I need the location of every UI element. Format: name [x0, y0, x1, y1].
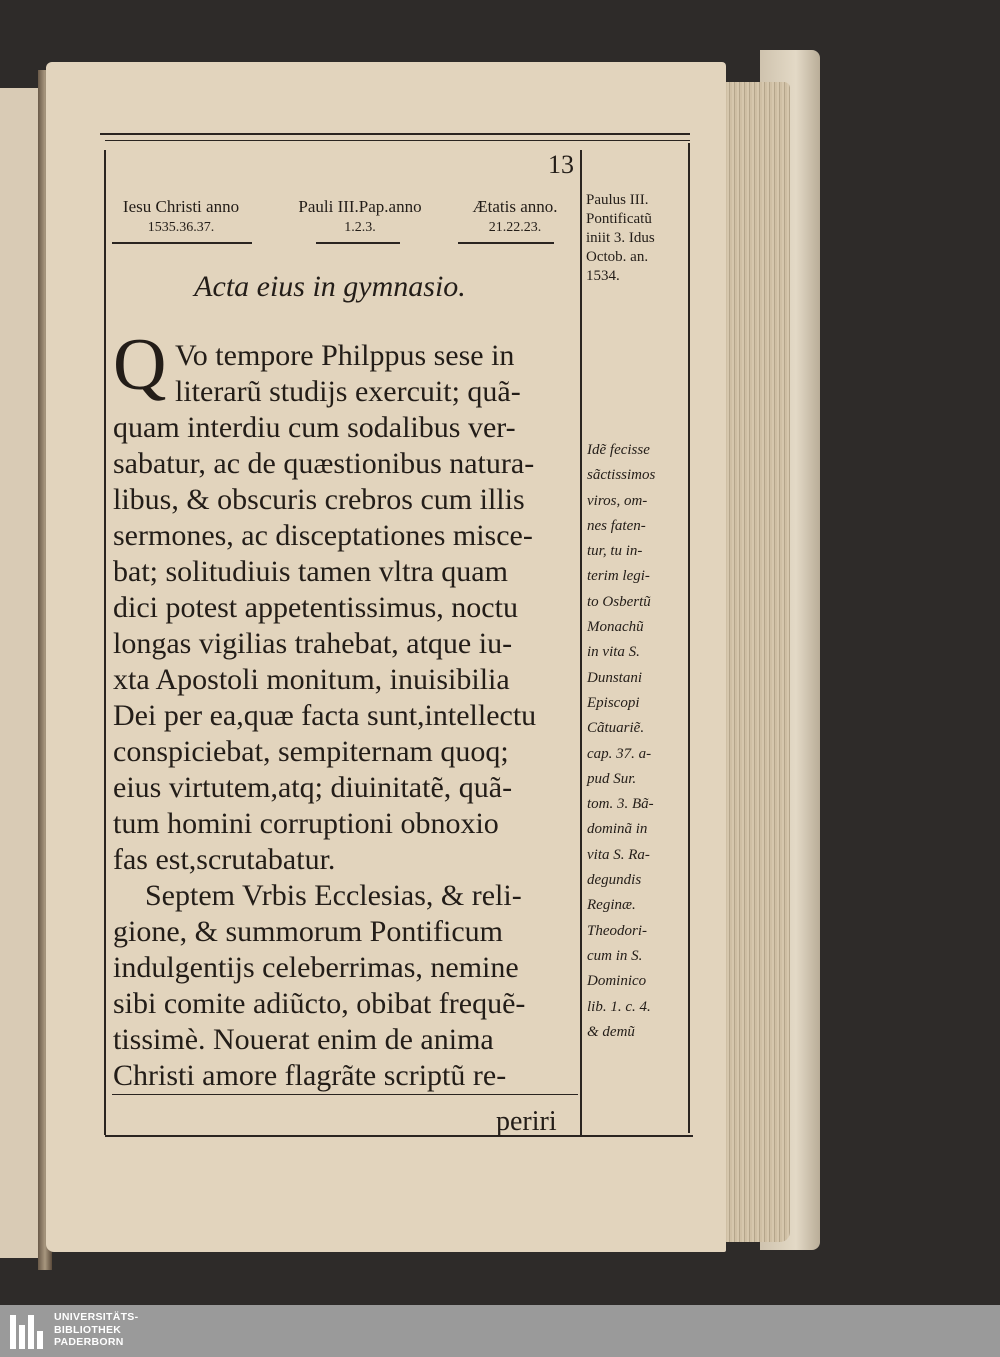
body-line: dici potest appetentissimus, noctu — [113, 591, 518, 624]
frame-rule-right — [688, 143, 690, 1133]
body-line: Septem Vrbis Ecclesias, & reli- — [145, 879, 522, 912]
margin-note-line: in vita S. — [587, 644, 640, 661]
body-line: eius virtutem,atq; diuinitatẽ, quã- — [113, 771, 513, 804]
catchword: periri — [496, 1106, 557, 1137]
body-line: tum homini corruptioni obnoxio — [113, 807, 499, 840]
running-head-pope-label: Pauli III.Pap.anno — [298, 197, 422, 216]
running-head-christi — [105, 196, 257, 238]
margin-note-line: viros, om- — [587, 492, 648, 509]
margin-note-line: dominã in — [587, 821, 648, 838]
margin-note-line: Idẽ fecisse — [587, 442, 650, 458]
running-head-rule-3 — [458, 242, 554, 244]
body-line: tissimè. Nouerat enim de anima — [113, 1023, 494, 1056]
library-name-line: PADERBORN — [54, 1336, 124, 1348]
body-line: sermones, ac disceptationes misce- — [113, 519, 533, 552]
body-line: xta Apostoli monitum, inuisibilia — [113, 663, 510, 696]
margin-note-line: Octob. an. — [586, 249, 649, 265]
margin-note-line: tur, tu in- — [587, 543, 643, 560]
frame-rule-top-inner — [105, 140, 690, 141]
margin-note-line: Paulus III. — [586, 192, 649, 208]
margin-note-line: to Osbertũ — [587, 593, 651, 610]
margin-note-line: nes faten- — [587, 517, 646, 534]
margin-note-line: lib. 1. c. 4. — [587, 998, 651, 1015]
margin-note-line: & demũ — [587, 1023, 635, 1040]
body-line: bat; solitudiuis tamen vltra quam — [113, 555, 508, 588]
margin-note-line: 1534. — [586, 268, 620, 284]
margin-note-line: Monachũ — [587, 619, 644, 636]
body-line: fas est,scrutabatur. — [113, 843, 336, 876]
body-line: Dei per ea,quæ facta sunt,intellectu — [113, 699, 537, 732]
margin-note-line: cum in S. — [587, 947, 643, 964]
library-name-line: BIBLIOTHEK — [54, 1323, 122, 1336]
running-head-christi-label: Iesu Christi anno — [122, 197, 240, 216]
margin-note-line: cap. 37. a- — [587, 745, 652, 762]
margin-note-line: vita S. Ra- — [587, 846, 650, 863]
margin-note-line: Dunstani — [587, 669, 643, 686]
margin-note-line: Dominico — [587, 973, 647, 990]
margin-note-line: Episcopi — [587, 694, 640, 711]
library-name-line: UNIVERSITÄTS- — [54, 1311, 139, 1323]
body-line: quam interdiu cum sodalibus ver- — [113, 411, 516, 444]
text-block-rule — [112, 1094, 578, 1095]
frame-rule-margin — [580, 150, 582, 1135]
margin-note-line: pud Sur. — [587, 770, 637, 787]
body-line: indulgentijs celeberrimas, nemine — [113, 951, 519, 984]
margin-note-line: degundis — [587, 872, 642, 889]
body-line: literarũ studijs exercuit; quã- — [175, 375, 521, 408]
body-line: libus, & obscuris crebros cum illis — [113, 483, 525, 516]
body-line: Christi amore flagrãte scriptũ re- — [113, 1059, 507, 1092]
body-line: sibi comite adiũcto, obibat frequẽ- — [113, 987, 526, 1020]
body-line: Vo tempore Philppus sese in — [175, 339, 515, 372]
margin-note-line: sãctissimos — [587, 467, 656, 484]
running-head-age-years: 21.22.23. — [488, 220, 542, 235]
running-head-christi-years: 1535.36.37. — [147, 220, 215, 235]
body-line: sabatur, ac de quæstionibus natura- — [113, 447, 535, 480]
margin-note-line: Pontificatũ — [586, 211, 652, 227]
running-head-rule-2 — [316, 242, 400, 244]
running-head-pope — [278, 196, 442, 238]
body-line: conspiciebat, sempiternam quoq; — [113, 735, 509, 768]
drop-capital: Q — [113, 324, 167, 406]
running-head-pope-years: 1.2.3. — [344, 220, 376, 235]
running-head-age-label: Ætatis anno. — [472, 197, 558, 216]
margin-note-line: Cãtuariẽ. — [587, 720, 645, 737]
margin-note-line: Theodori- — [587, 922, 647, 939]
margin-note-line: terim legi- — [587, 568, 650, 585]
library-footer-bar — [0, 1305, 1000, 1357]
margin-note-pontificate — [586, 191, 688, 286]
frame-rule-top — [100, 133, 690, 135]
margin-note-line: tom. 3. Bã- — [587, 796, 654, 813]
section-title: Acta eius in gymnasio. — [194, 270, 466, 303]
library-logo-icon — [10, 1315, 44, 1349]
running-head-rule-1 — [112, 242, 252, 244]
body-line: longas vigilias trahebat, atque iu- — [113, 627, 513, 660]
frame-rule-left — [104, 150, 106, 1135]
body-line: gione, & summorum Pontificum — [113, 915, 503, 948]
margin-note-line: iniit 3. Idus — [586, 230, 655, 246]
library-name — [54, 1311, 138, 1349]
running-head-age — [454, 196, 576, 238]
page-number: 13 — [548, 150, 574, 179]
margin-note-sources — [587, 438, 687, 1045]
frame-rule-bottom — [105, 1135, 693, 1137]
margin-note-line: Reginæ. — [587, 897, 636, 914]
